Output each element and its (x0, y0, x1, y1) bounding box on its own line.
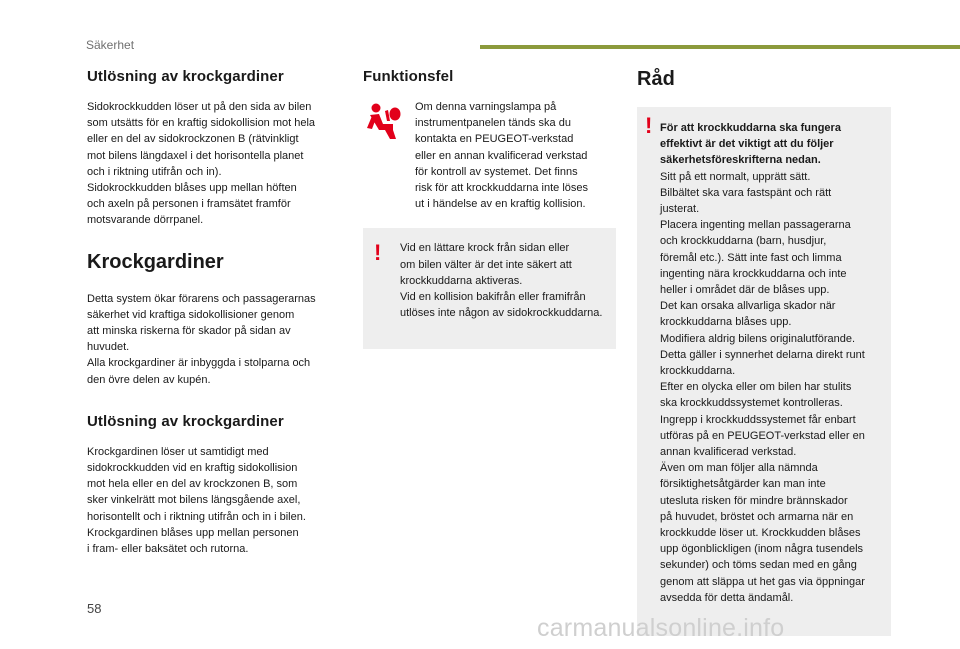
paragraph-curtain-deployment: Krockgardinen löser ut samtidigt med sidokrockkudden vid en kraftig sidokollision mot hela eller en del av krockzonen B, som sker vinkelrätt mot bilens längsgående axel, horisontellt och i riktning utifrån och in i bilen. Krockgardinen blåses upp mellan personen i fram- eller baksätet och rutorna. (87, 445, 306, 556)
watermark: carmanualsonline.info (537, 614, 785, 642)
heading-curtain-airbags: Krockgardiner (87, 250, 224, 273)
heading-curtain-deployment-2: Utlösning av krockgardiner (87, 412, 284, 430)
warning-text-side-impact: Vid en lättare krock från sidan eller om bilen välter är det inte säkert att krockkuddarna aktiveras. Vid en kollision bakifrån eller framifrån utlöses inte någon av sidokrockkuddarna. (400, 242, 603, 320)
paragraph-side-airbag: Sidokrockkudden löser ut på den sida av bilen som utsätts för en kraftig sidokollision mot hela eller en del av sidokrockzonen B (rätvinkligt mot bilens längdaxel i det horisontella planet och i riktning utifrån och in). Sidokrockkudden blåses upp mellan höften och axeln på personen i framsätet framför motsvarande dörrpanel. (87, 101, 316, 227)
section-label: Säkerhet (86, 38, 135, 52)
column-left (87, 68, 345, 557)
heading-curtain-deployment-1: Utlösning av krockgardiner (87, 68, 284, 85)
header-rule (480, 45, 960, 49)
warning-lamp-row (363, 99, 616, 212)
advice-bold-intro: För att krockkuddarna ska fungera effektivt är det viktigt att du följer säkerhetsföreskrifterna nedan. (660, 122, 841, 167)
heading-advice: Råd (637, 68, 675, 90)
paragraph-curtain-airbags: Detta system ökar förarens och passagerarnas säkerhet vid kraftiga sidokollisioner genom att minska riskerna för skador på sidan av huvudet. Alla krockgardiner är inbyggda i stolparna och den övre delen av kupén. (87, 292, 316, 386)
column-right (637, 68, 891, 636)
advice-exclamation-icon: ! (645, 113, 653, 138)
warning-box-side-impact (363, 228, 616, 349)
warning-exclamation-icon: ! (374, 240, 382, 266)
heading-malfunction: Funktionsfel (363, 68, 454, 85)
airbag-warning-icon (363, 99, 415, 212)
page-number: 58 (87, 601, 102, 616)
advice-text: Sitt på ett normalt, upprätt sätt. Bilbältet ska vara fastspänt och rätt justerat. Placera ingenting mellan passagerarna och krockkuddarna (barn, husdjur, föremål etc.). Sätt inte fast och limma ingenting nära krockkuddarna och inte heller i området där de blåses upp. Det kan orsaka allvarliga skador när krockkuddarna blåses upp. Modifiera aldrig bilens originalutförande. Detta gäller i synnerhet delarna direkt runt krockkuddarna. Efter en olycka eller om bilen har stulits ska krockkuddssystemet kontrolleras. Ingrepp i krockkuddssystemet får enbart utföras på en PEUGEOT-verkstad eller en annan kvalificerad verkstad. Även om man följer alla nämnda försiktighetsåtgärder kan man inte utesluta risken för mindre brännskador på huvudet, bröstet och armarna när en krockkudde löser ut. Krockkudden blåses upp ögonblickligen (inom några tusendels sekunder) och töms sedan med en gång genom att släppa ut het gas via öppningar avsedda för detta ändamål. (660, 170, 865, 604)
advice-box (637, 107, 891, 636)
warning-lamp-text: Om denna varningslampa på instrumentpanelen tänds ska du kontakta en PEUGEOT-verkstad eller en annan kvalificerad verkstad för kontroll av systemet. Det finns risk för att krockkuddarna inte löses ut i händelse av en kraftig kollision. (415, 101, 589, 211)
column-middle (363, 68, 616, 349)
